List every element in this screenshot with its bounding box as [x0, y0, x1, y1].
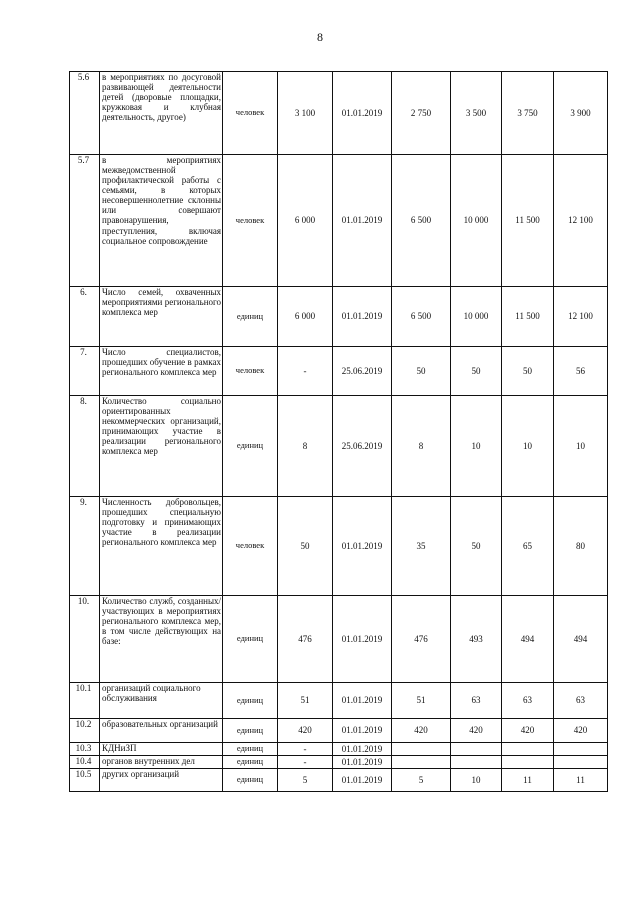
value-cell: 476	[392, 596, 451, 683]
base-date-cell: 01.01.2019	[333, 497, 392, 596]
base-date-cell: 01.01.2019	[333, 72, 392, 155]
base-date-cell: 01.01.2019	[333, 756, 392, 769]
indicator-name-cell: органов внутренних дел	[100, 756, 223, 769]
indicator-name-cell: образовательных организаций	[100, 719, 223, 743]
value-cell: 11 500	[502, 287, 554, 347]
row-number-cell: 10.	[70, 596, 100, 683]
value-cell	[392, 756, 451, 769]
value-cell: 8	[392, 396, 451, 497]
value-cell: 10	[502, 396, 554, 497]
value-cell	[451, 743, 502, 756]
value-cell	[554, 743, 608, 756]
row-number-cell: 5.7	[70, 155, 100, 287]
indicator-name-cell: Количество социально ориентированных некоммерческих организаций, принимающих участие в реализации регионального комплекса мер	[100, 396, 223, 497]
base-date-cell: 01.01.2019	[333, 155, 392, 287]
value-cell: 10	[451, 769, 502, 792]
row-number-cell: 10.5	[70, 769, 100, 792]
value-cell: 65	[502, 497, 554, 596]
value-cell: 50	[451, 497, 502, 596]
value-cell: 420	[554, 719, 608, 743]
value-cell: 11	[554, 769, 608, 792]
value-cell: 12 100	[554, 155, 608, 287]
table-row	[70, 155, 608, 287]
value-cell: 6 500	[392, 287, 451, 347]
value-cell: 10	[554, 396, 608, 497]
table-row	[70, 683, 608, 719]
value-cell: 10 000	[451, 287, 502, 347]
table-row	[70, 769, 608, 792]
value-cell: 10 000	[451, 155, 502, 287]
value-cell: 5	[392, 769, 451, 792]
value-cell: 50	[451, 347, 502, 396]
base-date-cell: 25.06.2019	[333, 347, 392, 396]
base-value-cell: 6 000	[278, 155, 333, 287]
value-cell: 80	[554, 497, 608, 596]
base-value-cell: 51	[278, 683, 333, 719]
unit-cell: единиц	[223, 683, 278, 719]
value-cell: 3 750	[502, 72, 554, 155]
value-cell: 420	[502, 719, 554, 743]
table-row	[70, 719, 608, 743]
unit-cell: единиц	[223, 756, 278, 769]
value-cell: 2 750	[392, 72, 451, 155]
base-value-cell: 420	[278, 719, 333, 743]
table-row	[70, 287, 608, 347]
indicator-name-cell: Число семей, охваченных мероприятиями регионального комплекса мер	[100, 287, 223, 347]
row-number-cell: 6.	[70, 287, 100, 347]
indicator-name-cell: КДНиЗП	[100, 743, 223, 756]
row-number-cell: 10.4	[70, 756, 100, 769]
base-date-cell: 01.01.2019	[333, 683, 392, 719]
row-number-cell: 8.	[70, 396, 100, 497]
unit-cell: человек	[223, 72, 278, 155]
value-cell	[554, 756, 608, 769]
indicator-name-cell: в мероприятиях межведомственной профилактической работы с семьями, в которых несовершеннолетние склонны или совершают правонарушения, преступления, включая социальное сопровождение	[100, 155, 223, 287]
value-cell: 6 500	[392, 155, 451, 287]
base-value-cell: -	[278, 756, 333, 769]
row-number-cell: 10.3	[70, 743, 100, 756]
value-cell: 35	[392, 497, 451, 596]
value-cell: 3 900	[554, 72, 608, 155]
value-cell: 420	[392, 719, 451, 743]
value-cell: 11	[502, 769, 554, 792]
value-cell: 12 100	[554, 287, 608, 347]
value-cell: 63	[451, 683, 502, 719]
value-cell: 56	[554, 347, 608, 396]
base-date-cell: 01.01.2019	[333, 769, 392, 792]
base-date-cell: 01.01.2019	[333, 596, 392, 683]
indicator-name-cell: Количество служб, созданных/участвующих в мероприятиях регионального комплекса мер, в том числе действующих на базе:	[100, 596, 223, 683]
value-cell	[502, 743, 554, 756]
table-row	[70, 743, 608, 756]
table-row	[70, 497, 608, 596]
value-cell: 494	[554, 596, 608, 683]
indicator-name-cell: в мероприятиях по досуговой развивающей деятельности детей (дворовые площадки, кружковая и клубная деятельность, другое)	[100, 72, 223, 155]
value-cell	[451, 756, 502, 769]
base-value-cell: 3 100	[278, 72, 333, 155]
unit-cell: единиц	[223, 769, 278, 792]
row-number-cell: 7.	[70, 347, 100, 396]
value-cell: 11 500	[502, 155, 554, 287]
base-date-cell: 01.01.2019	[333, 287, 392, 347]
table-row	[70, 347, 608, 396]
base-value-cell: 50	[278, 497, 333, 596]
base-date-cell: 01.01.2019	[333, 743, 392, 756]
unit-cell: единиц	[223, 596, 278, 683]
table-row	[70, 596, 608, 683]
row-number-cell: 5.6	[70, 72, 100, 155]
base-value-cell: -	[278, 743, 333, 756]
indicator-name-cell: других организаций	[100, 769, 223, 792]
unit-cell: человек	[223, 155, 278, 287]
base-date-cell: 01.01.2019	[333, 719, 392, 743]
value-cell: 50	[392, 347, 451, 396]
base-value-cell: -	[278, 347, 333, 396]
value-cell: 3 500	[451, 72, 502, 155]
base-value-cell: 476	[278, 596, 333, 683]
value-cell: 50	[502, 347, 554, 396]
value-cell: 494	[502, 596, 554, 683]
indicators-table	[69, 71, 608, 792]
value-cell: 63	[554, 683, 608, 719]
value-cell: 420	[451, 719, 502, 743]
base-value-cell: 6 000	[278, 287, 333, 347]
value-cell: 10	[451, 396, 502, 497]
value-cell: 63	[502, 683, 554, 719]
unit-cell: человек	[223, 347, 278, 396]
value-cell: 493	[451, 596, 502, 683]
page-number: 8	[317, 30, 323, 44]
base-value-cell: 8	[278, 396, 333, 497]
table-row	[70, 72, 608, 155]
unit-cell: единиц	[223, 719, 278, 743]
row-number-cell: 10.2	[70, 719, 100, 743]
indicator-name-cell: организаций социального обслуживания	[100, 683, 223, 719]
value-cell: 51	[392, 683, 451, 719]
unit-cell: единиц	[223, 396, 278, 497]
value-cell	[392, 743, 451, 756]
indicator-name-cell: Число специалистов, прошедших обучение в рамках регионального комплекса мер	[100, 347, 223, 396]
row-number-cell: 10.1	[70, 683, 100, 719]
unit-cell: единиц	[223, 287, 278, 347]
table-body	[70, 72, 608, 792]
table-row	[70, 756, 608, 769]
base-value-cell: 5	[278, 769, 333, 792]
table-row	[70, 396, 608, 497]
unit-cell: единиц	[223, 743, 278, 756]
row-number-cell: 9.	[70, 497, 100, 596]
indicator-name-cell: Численность добровольцев, прошедших специальную подготовку и принимающих участие в реализации регионального комплекса мер	[100, 497, 223, 596]
unit-cell: человек	[223, 497, 278, 596]
base-date-cell: 25.06.2019	[333, 396, 392, 497]
value-cell	[502, 756, 554, 769]
